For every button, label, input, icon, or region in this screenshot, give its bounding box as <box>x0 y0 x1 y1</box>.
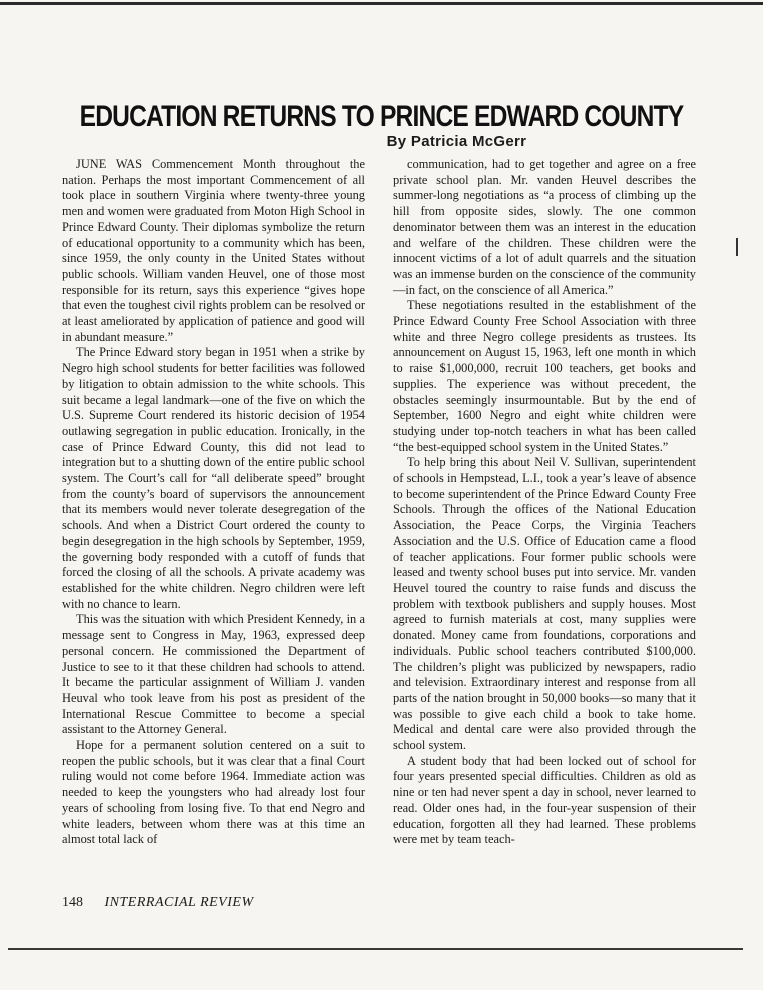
page-footer <box>62 895 254 911</box>
top-rule <box>0 2 763 5</box>
article-byline: By Patricia McGerr <box>386 133 527 150</box>
page-number: 148 <box>62 895 83 910</box>
right-column <box>393 157 696 848</box>
paragraph: To help bring this about Neil V. Sullivan, superintendent of schools in Hempstead, L.I., took a year’s leave of absence to become superintendent of the Prince Edward County Free Schools. Through the offices of the National Education Association, the Peace Corps, the Virginia Teachers Association and the U.S. Office of Education came a flood of teacher applications. Four former public schools were leased and twenty school buses put into service. Mr. vanden Heuvel toured the country to raise funds and discuss the problem with textbook publishers and supply houses. Most agreed to furnish materials at cost, many supplies were donated. Money came from foundations, corporations and individuals. Public school teachers contributed $100,000. The children’s plight was publicized by newspapers, radio and television. Extraordinary interest and response from all parts of the nation brought in 50,000 books—so many that it was possible to give each child a book to take home. Medical and dental care were also provided through the school system. <box>393 455 696 753</box>
paragraph: The Prince Edward story began in 1951 when a strike by Negro high school students for better facilities was followed by litigation to obtain admission to the white schools. This suit became a legal landmark—one of the five on which the U.S. Supreme Court rendered its historic decision of 1954 outlawing segregation in public education. Ironically, in the case of Prince Edward County, this did not lead to integration but to a shutting down of the entire public school system. The Court’s call for “all deliberate speed” brought from the county’s board of supervisors the announcement that its members would never tolerate desegregation of the schools. And when a District Court ordered the county to begin desegregation in the high schools by September, 1959, the governing body responded with a cutoff of funds that forced the closing of all the schools. A private academy was established for the white children. Negro children were left with no chance to learn. <box>62 345 365 611</box>
paragraph: This was the situation with which President Kennedy, in a message sent to Congress in May, 1963, expressed deep personal concern. He commissioned the Department of Justice to see to it that these children had schools to attend. It became the particular assignment of William J. vanden Heuval who took leave from his post as president of the International Rescue Committee to become a special assistant to the Attorney General. <box>62 612 365 737</box>
article-title: EDUCATION RETURNS TO PRINCE EDWARD COUNTY <box>79 100 684 133</box>
paragraph: A student body that had been locked out of school for four years presented special difficulties. Children as old as nine or ten had never spent a day in school, never learned to read. Older ones had, in the four-year suspension of their education, forgotten all they had learned. These problems were met by team teach- <box>393 753 696 847</box>
paragraph: Hope for a permanent solution centered on a suit to reopen the public schools, but it was clear that a final Court ruling would not come before 1964. Immediate action was needed to keep the youngsters who had already lost four years of schooling from losing five. To that end Negro and white leaders, between whom there was at this time an almost total lack of <box>62 738 365 847</box>
paragraph: These negotiations resulted in the establishment of the Prince Edward County Free School Association with three white and three Negro college presidents as trustees. Its announcement on August 15, 1963, left one month in which to raise $1,000,000, recruit 100 teachers, get books and supplies. The experience was without precedent, the obstacles seemingly insurmountable. But by the end of September, 1600 Negro and eight white children were studying under top-notch teachers in what has been called “the best-equipped school system in the United States.” <box>393 298 696 454</box>
paragraph: communication, had to get together and agree on a free private school plan. Mr. vanden Heuvel describes the summer-long negotiations as “a process of climbing up the hill from opposite sides, slowly. The one common denominator between them was an interest in the education and welfare of the children. These children were the innocent victims of a lot of adult quarrels and the situation was an immense burden on the conscience of the community—in fact, on the conscience of all America.” <box>393 157 696 297</box>
paragraph: JUNE WAS Commencement Month throughout the nation. Perhaps the most important Commencement of all took place in southern Virginia where twenty-three young men and women were graduated from Moton High School in Prince Edward County. Their diplomas symbolize the return of educational opportunity to a community which has been, since 1959, the only county in the United States without public schools. William vanden Heuvel, one of those most responsible for its return, says this experience “gives hope that even the toughest civil rights problem can be resolved or at least ameliorated by application of patience and good will in abundant measure.” <box>62 157 365 344</box>
journal-name: INTERRACIAL REVIEW <box>104 895 254 910</box>
bottom-rule <box>8 948 743 950</box>
left-column <box>62 157 365 848</box>
scan-mark <box>736 238 738 256</box>
